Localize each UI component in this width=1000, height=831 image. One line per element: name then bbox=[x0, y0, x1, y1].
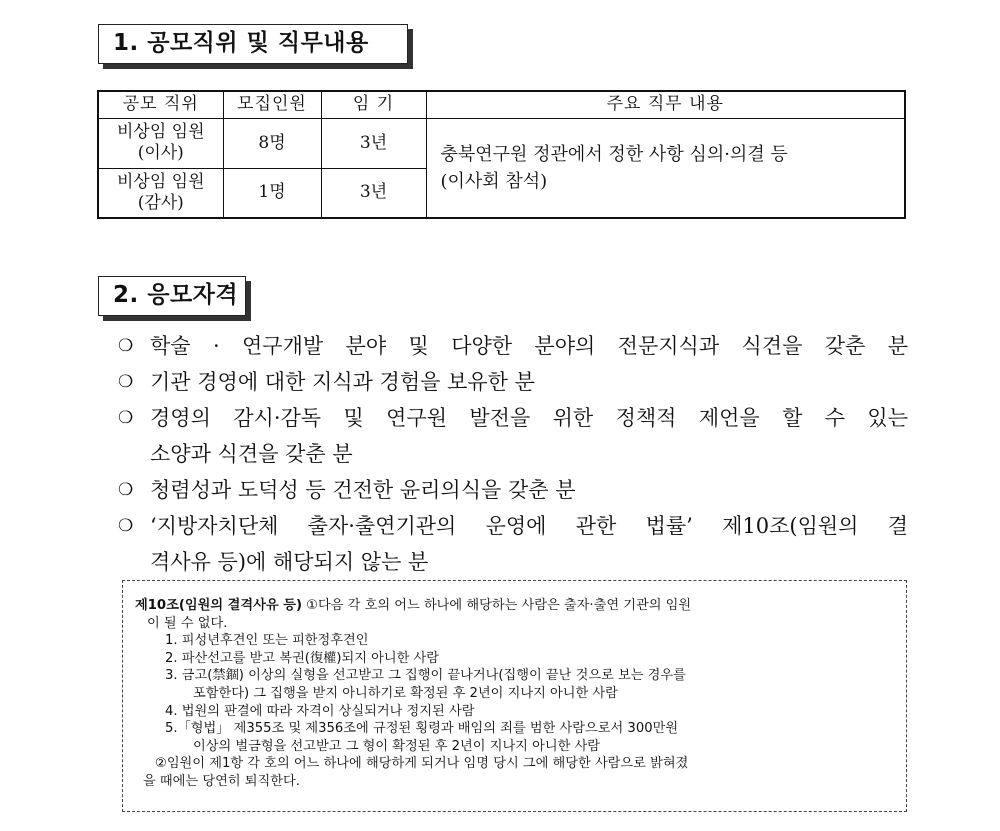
article-item-cont: 포함한다) 그 집행을 받지 아니하기로 확정된 후 2년이 지나지 아니한 사람 bbox=[193, 685, 618, 701]
article-item: 2. 파산선고를 받고 복권(復權)되지 아니한 사람 bbox=[165, 650, 440, 666]
qualification-text: 청렴성과 도덕성 등 건전한 윤리의식을 갖춘 분 bbox=[150, 478, 576, 502]
header-count: 모집인원 bbox=[223, 91, 321, 118]
article-intro bbox=[135, 597, 896, 615]
count-cell: 1명 bbox=[223, 168, 321, 218]
article-paragraph-2-cont: 을 때에는 당연히 퇴직한다. bbox=[143, 773, 300, 789]
term-cell: 3년 bbox=[321, 118, 426, 168]
circle-bullet-icon: ❍ bbox=[118, 372, 134, 392]
position-role: (감사) bbox=[137, 192, 184, 213]
qualification-text: 학술 · 연구개발 분야 및 다양한 분야의 전문지식과 식견을 갖춘 분 bbox=[150, 334, 908, 358]
article-intro-text: ①다음 각 호의 어느 하나에 해당하는 사람은 출자·출연 기관의 임원 bbox=[301, 598, 692, 613]
circle-bullet-icon: ❍ bbox=[118, 336, 134, 356]
position-name: 비상임 임원 bbox=[116, 122, 205, 142]
position-name: 비상임 임원 bbox=[116, 171, 205, 192]
header-position: 공모 직위 bbox=[98, 91, 223, 118]
qualification-text: 경영의 감시·감독 및 연구원 발전을 위한 정책적 제언을 할 수 있는 bbox=[150, 406, 908, 430]
section-2-title: 2. 응모자격 bbox=[98, 276, 246, 316]
list-item bbox=[118, 328, 908, 364]
article-item: 5.「형법」 제355조 및 제356조에 규정된 횡령과 배임의 죄를 범한 사람으로서 300만원 bbox=[165, 721, 679, 737]
table-header-row bbox=[98, 91, 905, 118]
position-cell bbox=[98, 168, 223, 218]
list-item bbox=[118, 508, 908, 580]
article-paragraph-2: ②임원이 제1항 각 호의 어느 하나에 해당하게 되거나 임명 당시 그에 해당한 사람으로 밝혀졌 bbox=[155, 756, 689, 772]
circle-bullet-icon: ❍ bbox=[118, 408, 134, 428]
article-intro-cont: 이 될 수 없다. bbox=[147, 615, 228, 631]
circle-bullet-icon: ❍ bbox=[118, 516, 134, 536]
duty-description-line: 충북연구원 정관에서 정한 사항 심의·의결 등 bbox=[440, 143, 788, 165]
position-cell bbox=[98, 118, 223, 168]
qualification-text: 격사유 등)에 해당되지 않는 분 bbox=[150, 550, 429, 574]
article-title: 제10조(임원의 결격사유 등) bbox=[135, 598, 302, 613]
list-item bbox=[118, 472, 908, 508]
header-duty: 주요 직무 내용 bbox=[426, 91, 905, 118]
qualification-text: 기관 경영에 대한 지식과 경험을 보유한 분 bbox=[150, 370, 535, 394]
qualification-list bbox=[118, 328, 908, 580]
qualification-text: ‘지방자치단체 출자·출연기관의 운영에 관한 법률’ 제10조(임원의 결 bbox=[150, 514, 908, 538]
count-cell: 8명 bbox=[223, 118, 321, 168]
section-1-title: 1. 공모직위 및 직무내용 bbox=[98, 24, 408, 64]
table-row bbox=[98, 118, 905, 168]
article-item: 3. 금고(禁錮) 이상의 실형을 선고받고 그 집행이 끝나거나(집행이 끝난 것으로 보는 경우를 bbox=[165, 668, 686, 684]
article-item: 4. 법원의 판결에 따라 자격이 상실되거나 정지된 사람 bbox=[165, 703, 475, 719]
term-cell: 3년 bbox=[321, 168, 426, 218]
article-item: 1. 피성년후견인 또는 피한정후견인 bbox=[165, 633, 369, 649]
position-role: (이사) bbox=[137, 143, 184, 163]
list-item bbox=[118, 364, 908, 400]
header-term: 임 기 bbox=[321, 91, 426, 118]
list-item bbox=[118, 400, 908, 472]
circle-bullet-icon: ❍ bbox=[118, 480, 134, 500]
duty-description-cell bbox=[426, 118, 905, 218]
qualification-text: 소양과 식견을 갖춘 분 bbox=[150, 442, 353, 466]
duty-description-line: (이사회 참석) bbox=[440, 170, 548, 192]
position-duty-table bbox=[97, 90, 906, 219]
article-item-cont: 이상의 벌금형을 선고받고 그 형이 확정된 후 2년이 지나지 아니한 사람 bbox=[193, 738, 601, 754]
article-10-excerpt-box bbox=[122, 580, 907, 812]
